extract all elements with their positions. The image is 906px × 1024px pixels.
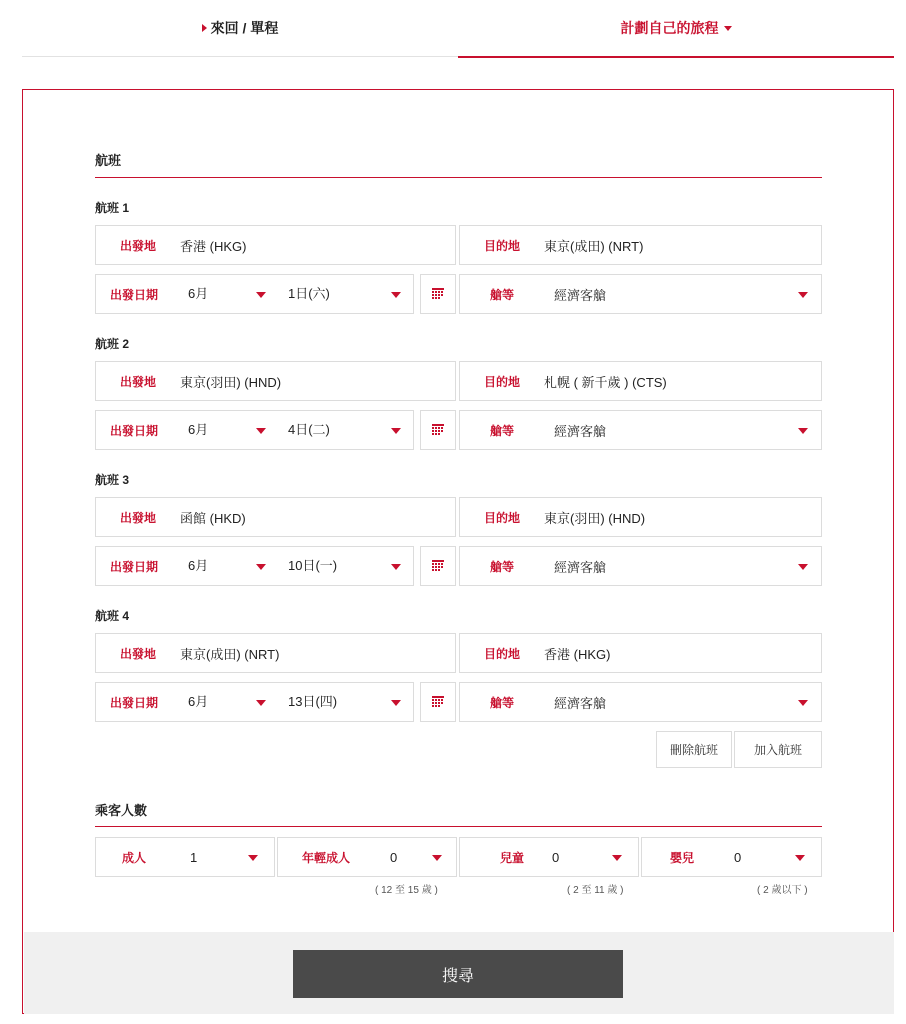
infant-label: 嬰兒	[670, 850, 695, 865]
origin-label: 出發地	[120, 646, 157, 661]
origin-value: 東京(羽田) (HND)	[180, 374, 282, 390]
destination-value: 東京(羽田) (HND)	[544, 510, 646, 526]
passengers-section-title: 乘客人數	[95, 803, 148, 818]
youth-count-select[interactable]	[277, 837, 457, 877]
flight-3-origin-field[interactable]	[95, 497, 456, 537]
flight-3-date-field	[95, 546, 414, 586]
month-select[interactable]: 6月	[188, 558, 209, 573]
infant-count-select[interactable]	[641, 837, 822, 877]
origin-value: 東京(成田) (NRT)	[180, 646, 280, 662]
depart-date-label: 出發日期	[110, 423, 159, 438]
calendar-button[interactable]	[420, 546, 456, 586]
adult-label: 成人	[122, 850, 147, 865]
day-dropdown-icon	[391, 700, 401, 706]
month-dropdown-icon	[256, 700, 266, 706]
child-value: 0	[552, 849, 560, 865]
flight-2-cabin-select[interactable]	[459, 410, 822, 450]
flight-1-title: 航班 1	[95, 201, 130, 215]
month-select[interactable]: 6月	[188, 694, 209, 709]
cabin-label: 艙等	[490, 695, 515, 710]
origin-value: 香港 (HKG)	[180, 238, 247, 254]
month-select[interactable]: 6月	[188, 286, 209, 301]
cabin-value: 經濟客艙	[554, 287, 607, 303]
infant-dropdown-icon	[795, 855, 805, 861]
flight-3-title: 航班 3	[95, 473, 130, 487]
flight-1-destination-field[interactable]	[459, 225, 822, 265]
flight-2-date-field	[95, 410, 414, 450]
booking-form	[22, 89, 894, 1014]
destination-value: 東京(成田) (NRT)	[544, 238, 644, 254]
cabin-value: 經濟客艙	[554, 423, 607, 439]
cabin-label: 艙等	[490, 559, 515, 574]
flight-2-title: 航班 2	[95, 337, 130, 351]
day-select[interactable]: 10日(一)	[288, 558, 338, 573]
calendar-icon	[432, 288, 444, 300]
trip-type-tabs	[22, 0, 894, 58]
youth-age-note: ( 12 至 15 歲 )	[375, 885, 438, 896]
child-label: 兒童	[500, 850, 525, 865]
child-age-note: ( 2 至 11 歲 )	[567, 885, 624, 896]
flight-1-date-field	[95, 274, 414, 314]
calendar-button[interactable]	[420, 410, 456, 450]
day-dropdown-icon	[391, 564, 401, 570]
depart-date-label: 出發日期	[110, 695, 159, 710]
calendar-button[interactable]	[420, 682, 456, 722]
youth-dropdown-icon	[432, 855, 442, 861]
day-select[interactable]: 1日(六)	[288, 286, 330, 301]
cabin-dropdown-icon	[798, 700, 808, 706]
flight-4-destination-field[interactable]	[459, 633, 822, 673]
day-dropdown-icon	[391, 428, 401, 434]
calendar-icon	[432, 424, 444, 436]
origin-label: 出發地	[120, 510, 157, 525]
passengers-section-divider	[95, 826, 822, 827]
tab-multi-city-label: 計劃自己的旅程	[620, 20, 719, 36]
destination-label: 目的地	[484, 646, 521, 661]
destination-value: 札幌 ( 新千歲 ) (CTS)	[544, 374, 667, 390]
destination-value: 香港 (HKG)	[544, 646, 611, 662]
calendar-icon	[432, 696, 444, 708]
chevron-down-icon	[724, 26, 732, 31]
calendar-button[interactable]	[420, 274, 456, 314]
cabin-label: 艙等	[490, 423, 515, 438]
day-select[interactable]: 13日(四)	[288, 694, 338, 709]
depart-date-label: 出發日期	[110, 287, 159, 302]
flight-2-destination-field[interactable]	[459, 361, 822, 401]
infant-age-note: ( 2 歲以下 )	[757, 885, 808, 896]
destination-label: 目的地	[484, 510, 521, 525]
adult-dropdown-icon	[248, 855, 258, 861]
day-dropdown-icon	[391, 292, 401, 298]
child-dropdown-icon	[612, 855, 622, 861]
month-dropdown-icon	[256, 564, 266, 570]
flight-4-cabin-select[interactable]	[459, 682, 822, 722]
cabin-dropdown-icon	[798, 292, 808, 298]
tab-round-trip[interactable]	[22, 0, 458, 57]
triangle-right-icon	[202, 24, 207, 32]
child-count-select[interactable]	[459, 837, 639, 877]
flight-1-cabin-select[interactable]	[459, 274, 822, 314]
cabin-value: 經濟客艙	[554, 559, 607, 575]
origin-label: 出發地	[120, 238, 157, 253]
calendar-icon	[432, 560, 444, 572]
day-select[interactable]: 4日(二)	[288, 422, 330, 437]
flights-section-title: 航班	[95, 153, 122, 168]
month-dropdown-icon	[256, 428, 266, 434]
youth-label: 年輕成人	[302, 850, 351, 865]
flight-4-origin-field[interactable]	[95, 633, 456, 673]
origin-label: 出發地	[120, 374, 157, 389]
flight-3-cabin-select[interactable]	[459, 546, 822, 586]
origin-value: 函館 (HKD)	[180, 510, 246, 526]
adult-count-select[interactable]	[95, 837, 275, 877]
cabin-dropdown-icon	[798, 564, 808, 570]
adult-value: 1	[190, 849, 198, 865]
month-dropdown-icon	[256, 292, 266, 298]
youth-value: 0	[390, 849, 398, 865]
depart-date-label: 出發日期	[110, 559, 159, 574]
flight-1-origin-field[interactable]	[95, 225, 456, 265]
flight-2-origin-field[interactable]	[95, 361, 456, 401]
destination-label: 目的地	[484, 238, 521, 253]
flight-4-title: 航班 4	[95, 609, 130, 623]
cabin-value: 經濟客艙	[554, 695, 607, 711]
flights-section-divider	[95, 177, 822, 178]
flight-3-destination-field[interactable]	[459, 497, 822, 537]
cabin-dropdown-icon	[798, 428, 808, 434]
search-button[interactable]: 搜尋	[293, 950, 623, 998]
flight-4-date-field	[95, 682, 414, 722]
infant-value: 0	[734, 849, 742, 865]
tab-round-trip-label: 來回 / 單程	[210, 20, 279, 36]
destination-label: 目的地	[484, 374, 521, 389]
add-flight-button[interactable]: 加入航班	[734, 731, 822, 768]
tab-multi-city[interactable]	[458, 0, 894, 58]
month-select[interactable]: 6月	[188, 422, 209, 437]
remove-flight-button[interactable]: 刪除航班	[656, 731, 732, 768]
cabin-label: 艙等	[490, 287, 515, 302]
